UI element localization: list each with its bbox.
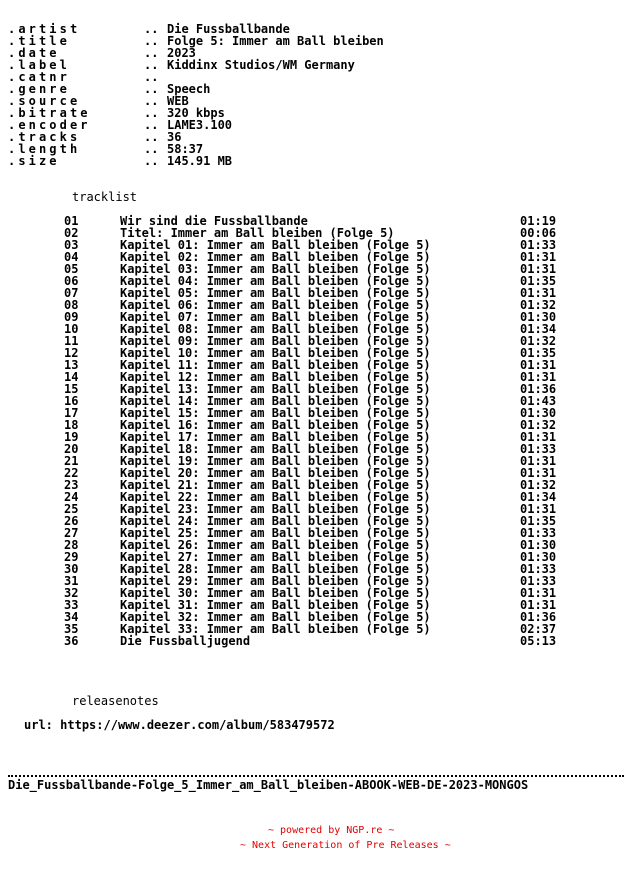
info-value: 320 kbps bbox=[167, 106, 225, 120]
track-duration: 02:37 bbox=[520, 622, 557, 636]
info-key: .date bbox=[8, 46, 60, 60]
track-duration: 01:30 bbox=[520, 538, 557, 552]
track-title: Kapitel 21: Immer am Ball bleiben (Folge 5) bbox=[120, 478, 431, 492]
track-number: 10 bbox=[64, 322, 79, 336]
track-title: Die Fussballjugend bbox=[120, 634, 251, 648]
track-number: 13 bbox=[64, 358, 79, 372]
track-title: Kapitel 24: Immer am Ball bleiben (Folge 5) bbox=[120, 514, 431, 528]
info-key: .size bbox=[8, 154, 60, 168]
track-title: Kapitel 19: Immer am Ball bleiben (Folge 5) bbox=[120, 454, 431, 468]
track-number: 21 bbox=[64, 454, 79, 468]
track-number: 02 bbox=[64, 226, 79, 240]
track-duration: 01:32 bbox=[520, 334, 557, 348]
track-number: 23 bbox=[64, 478, 79, 492]
track-duration: 01:31 bbox=[520, 286, 557, 300]
track-title: Kapitel 09: Immer am Ball bleiben (Folge 5) bbox=[120, 334, 431, 348]
track-duration: 01:19 bbox=[520, 214, 557, 228]
track-number: 16 bbox=[64, 394, 79, 408]
track-duration: 01:31 bbox=[520, 358, 557, 372]
track-title: Kapitel 14: Immer am Ball bleiben (Folge 5) bbox=[120, 394, 431, 408]
track-number: 08 bbox=[64, 298, 79, 312]
track-title: Kapitel 03: Immer am Ball bleiben (Folge 5) bbox=[120, 262, 431, 276]
track-title: Kapitel 05: Immer am Ball bleiben (Folge 5) bbox=[120, 286, 431, 300]
track-duration: 01:31 bbox=[520, 454, 557, 468]
info-separator: .. bbox=[144, 142, 159, 156]
info-key: .encoder bbox=[8, 118, 91, 132]
info-separator: .. bbox=[144, 130, 159, 144]
track-number: 01 bbox=[64, 214, 79, 228]
track-number: 06 bbox=[64, 274, 79, 288]
track-duration: 01:30 bbox=[520, 550, 557, 564]
track-number: 36 bbox=[64, 634, 79, 648]
release-name: Die_Fussballbande-Folge_5_Immer_am_Ball_bleiben-ABOOK-WEB-DE-2023-MONGOS bbox=[8, 778, 529, 792]
track-duration: 01:31 bbox=[520, 262, 557, 276]
track-number: 11 bbox=[64, 334, 79, 348]
track-number: 14 bbox=[64, 370, 79, 384]
releasenotes-url-line bbox=[24, 719, 335, 731]
info-value: Kiddinx Studios/WM Germany bbox=[167, 58, 355, 72]
track-number: 07 bbox=[64, 286, 79, 300]
info-key: .length bbox=[8, 142, 81, 156]
info-separator: .. bbox=[144, 22, 159, 36]
track-duration: 01:33 bbox=[520, 562, 557, 576]
track-title: Kapitel 02: Immer am Ball bleiben (Folge 5) bbox=[120, 250, 431, 264]
info-key: .catnr bbox=[8, 70, 70, 84]
track-duration: 01:32 bbox=[520, 298, 557, 312]
track-duration: 01:35 bbox=[520, 274, 557, 288]
track-number: 33 bbox=[64, 598, 79, 612]
track-title: Kapitel 25: Immer am Ball bleiben (Folge 5) bbox=[120, 526, 431, 540]
track-title: Kapitel 16: Immer am Ball bleiben (Folge 5) bbox=[120, 418, 431, 432]
info-value: 2023 bbox=[167, 46, 196, 60]
footer-tagline: ~ Next Generation of Pre Releases ~ bbox=[240, 840, 451, 851]
info-key: .artist bbox=[8, 22, 81, 36]
track-duration: 01:30 bbox=[520, 310, 557, 324]
track-duration: 01:31 bbox=[520, 502, 557, 516]
track-number: 26 bbox=[64, 514, 79, 528]
track-duration: 01:34 bbox=[520, 490, 557, 504]
info-separator: .. bbox=[144, 70, 159, 84]
track-number: 25 bbox=[64, 502, 79, 516]
track-title: Kapitel 20: Immer am Ball bleiben (Folge 5) bbox=[120, 466, 431, 480]
info-separator: .. bbox=[144, 46, 159, 60]
info-separator: .. bbox=[144, 82, 159, 96]
track-title: Kapitel 10: Immer am Ball bleiben (Folge 5) bbox=[120, 346, 431, 360]
track-number: 20 bbox=[64, 442, 79, 456]
track-number: 17 bbox=[64, 406, 79, 420]
info-separator: .. bbox=[144, 58, 159, 72]
track-duration: 01:35 bbox=[520, 514, 557, 528]
track-number: 24 bbox=[64, 490, 79, 504]
track-duration: 01:43 bbox=[520, 394, 557, 408]
info-separator: .. bbox=[144, 118, 159, 132]
track-title: Kapitel 27: Immer am Ball bleiben (Folge 5) bbox=[120, 550, 431, 564]
track-duration: 05:13 bbox=[520, 634, 557, 648]
track-title: Kapitel 22: Immer am Ball bleiben (Folge 5) bbox=[120, 490, 431, 504]
info-value: 145.91 MB bbox=[167, 154, 233, 168]
track-title: Kapitel 12: Immer am Ball bleiben (Folge 5) bbox=[120, 370, 431, 384]
info-value: LAME3.100 bbox=[167, 118, 233, 132]
track-number: 34 bbox=[64, 610, 79, 624]
track-number: 27 bbox=[64, 526, 79, 540]
track-title: Kapitel 30: Immer am Ball bleiben (Folge 5) bbox=[120, 586, 431, 600]
track-number: 32 bbox=[64, 586, 79, 600]
release-url-link[interactable]: https://www.deezer.com/album/583479572 bbox=[60, 718, 335, 732]
track-title: Kapitel 26: Immer am Ball bleiben (Folge 5) bbox=[120, 538, 431, 552]
track-duration: 01:32 bbox=[520, 418, 557, 432]
track-duration: 01:31 bbox=[520, 466, 557, 480]
track-number: 31 bbox=[64, 574, 79, 588]
track-title: Kapitel 01: Immer am Ball bleiben (Folge 5) bbox=[120, 238, 431, 252]
track-number: 19 bbox=[64, 430, 79, 444]
info-value: WEB bbox=[167, 94, 189, 108]
info-value: Folge 5: Immer am Ball bleiben bbox=[167, 34, 384, 48]
track-title: Kapitel 07: Immer am Ball bleiben (Folge 5) bbox=[120, 310, 431, 324]
track-title: Kapitel 15: Immer am Ball bleiben (Folge 5) bbox=[120, 406, 431, 420]
track-number: 12 bbox=[64, 346, 79, 360]
track-title: Kapitel 33: Immer am Ball bleiben (Folge 5) bbox=[120, 622, 431, 636]
track-title: Kapitel 08: Immer am Ball bleiben (Folge 5) bbox=[120, 322, 431, 336]
track-number: 15 bbox=[64, 382, 79, 396]
url-label: url: bbox=[24, 718, 53, 732]
track-duration: 01:35 bbox=[520, 346, 557, 360]
track-number: 05 bbox=[64, 262, 79, 276]
track-title: Kapitel 18: Immer am Ball bleiben (Folge 5) bbox=[120, 442, 431, 456]
track-duration: 01:31 bbox=[520, 370, 557, 384]
track-number: 22 bbox=[64, 466, 79, 480]
track-title: Kapitel 04: Immer am Ball bleiben (Folge 5) bbox=[120, 274, 431, 288]
track-duration: 01:30 bbox=[520, 406, 557, 420]
track-title: Kapitel 11: Immer am Ball bleiben (Folge 5) bbox=[120, 358, 431, 372]
track-number: 30 bbox=[64, 562, 79, 576]
track-number: 29 bbox=[64, 550, 79, 564]
track-duration: 00:06 bbox=[520, 226, 557, 240]
info-separator: .. bbox=[144, 154, 159, 168]
track-title: Kapitel 17: Immer am Ball bleiben (Folge 5) bbox=[120, 430, 431, 444]
track-duration: 01:34 bbox=[520, 322, 557, 336]
track-title: Wir sind die Fussballbande bbox=[120, 214, 308, 228]
info-separator: .. bbox=[144, 94, 159, 108]
info-key: .bitrate bbox=[8, 106, 91, 120]
track-title: Kapitel 29: Immer am Ball bleiben (Folge 5) bbox=[120, 574, 431, 588]
info-separator: .. bbox=[144, 34, 159, 48]
footer-powered-by: ~ powered by NGP.re ~ bbox=[268, 825, 395, 836]
info-value: 36 bbox=[167, 130, 182, 144]
track-number: 35 bbox=[64, 622, 79, 636]
track-number: 04 bbox=[64, 250, 79, 264]
track-title: Kapitel 13: Immer am Ball bleiben (Folge 5) bbox=[120, 382, 431, 396]
track-duration: 01:32 bbox=[520, 478, 557, 492]
track-title: Titel: Immer am Ball bleiben (Folge 5) bbox=[120, 226, 395, 240]
track-number: 03 bbox=[64, 238, 79, 252]
info-key: .label bbox=[8, 58, 70, 72]
track-duration: 01:33 bbox=[520, 238, 557, 252]
track-duration: 01:31 bbox=[520, 586, 557, 600]
tracklist-heading: tracklist bbox=[72, 190, 138, 204]
track-number: 28 bbox=[64, 538, 79, 552]
track-title: Kapitel 32: Immer am Ball bleiben (Folge 5) bbox=[120, 610, 431, 624]
track-number: 09 bbox=[64, 310, 79, 324]
track-duration: 01:36 bbox=[520, 382, 557, 396]
track-duration: 01:33 bbox=[520, 574, 557, 588]
track-duration: 01:31 bbox=[520, 430, 557, 444]
track-title: Kapitel 06: Immer am Ball bleiben (Folge 5) bbox=[120, 298, 431, 312]
track-duration: 01:31 bbox=[520, 598, 557, 612]
track-duration: 01:36 bbox=[520, 610, 557, 624]
track-title: Kapitel 23: Immer am Ball bleiben (Folge 5) bbox=[120, 502, 431, 516]
track-duration: 01:31 bbox=[520, 250, 557, 264]
info-value: Die Fussballbande bbox=[167, 22, 290, 36]
info-separator: .. bbox=[144, 106, 159, 120]
releasenotes-heading: releasenotes bbox=[72, 694, 159, 708]
track-title: Kapitel 31: Immer am Ball bleiben (Folge 5) bbox=[120, 598, 431, 612]
info-key: .source bbox=[8, 94, 81, 108]
info-key: .genre bbox=[8, 82, 70, 96]
track-number: 18 bbox=[64, 418, 79, 432]
info-value: Speech bbox=[167, 82, 211, 96]
info-value: 58:37 bbox=[167, 142, 204, 156]
track-duration: 01:33 bbox=[520, 526, 557, 540]
info-key: .tracks bbox=[8, 130, 81, 144]
info-key: .title bbox=[8, 34, 70, 48]
track-title: Kapitel 28: Immer am Ball bleiben (Folge 5) bbox=[120, 562, 431, 576]
track-duration: 01:33 bbox=[520, 442, 557, 456]
